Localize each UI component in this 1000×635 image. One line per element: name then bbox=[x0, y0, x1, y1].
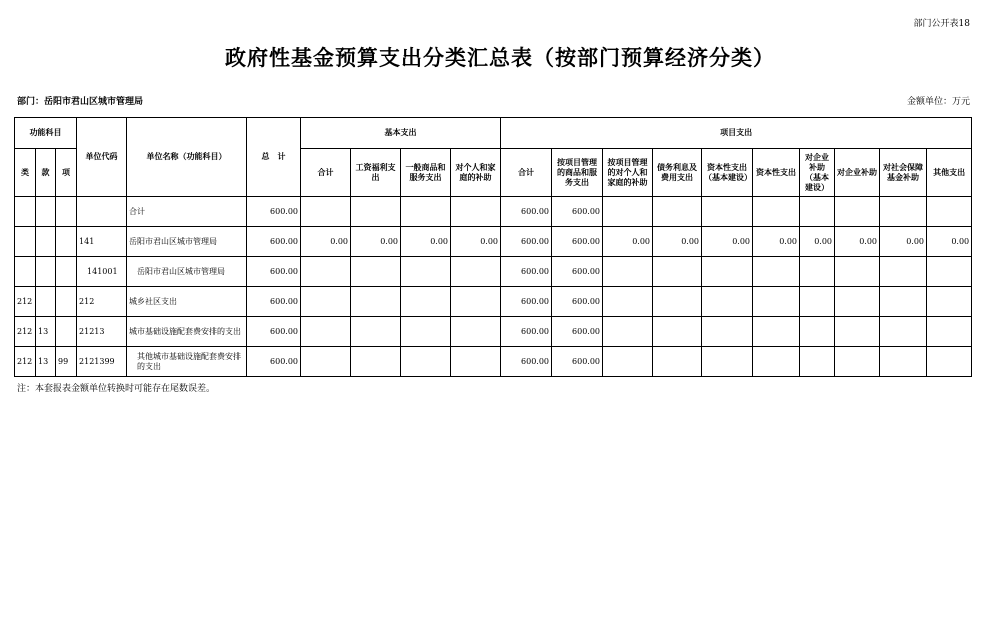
project-amount-cell bbox=[880, 197, 927, 227]
xiang-cell bbox=[56, 227, 77, 257]
basic-amount-cell bbox=[301, 287, 351, 317]
project-col-header: 其他支出 bbox=[927, 149, 972, 197]
basic-amount-cell: 0.00 bbox=[301, 227, 351, 257]
kuan-header: 款 bbox=[36, 149, 56, 197]
budget-table bbox=[14, 117, 972, 377]
unit-code-cell: 21213 bbox=[77, 317, 127, 347]
project-amount-cell bbox=[653, 347, 702, 377]
project-amount-cell bbox=[603, 347, 653, 377]
project-amount-cell bbox=[603, 287, 653, 317]
basic-amount-cell bbox=[401, 257, 451, 287]
total-cell: 600.00 bbox=[247, 227, 301, 257]
project-amount-cell bbox=[702, 257, 753, 287]
basic-amount-cell bbox=[351, 257, 401, 287]
project-col-header: 按项目管理的对个人和家庭的补助 bbox=[603, 149, 653, 197]
project-col-header: 资本性支出（基本建设） bbox=[702, 149, 753, 197]
basic-amount-cell bbox=[451, 287, 501, 317]
project-amount-cell bbox=[653, 257, 702, 287]
lei-cell: 212 bbox=[15, 347, 36, 377]
table-row bbox=[15, 317, 972, 347]
kuan-cell bbox=[36, 287, 56, 317]
xiang-cell bbox=[56, 257, 77, 287]
project-amount-cell bbox=[653, 287, 702, 317]
func-subject-header: 功能科目 bbox=[15, 118, 77, 149]
project-amount-cell bbox=[835, 317, 880, 347]
basic-amount-cell bbox=[351, 287, 401, 317]
project-amount-cell bbox=[927, 197, 972, 227]
unit-code-cell: 141 bbox=[77, 227, 127, 257]
lei-cell bbox=[15, 227, 36, 257]
unit-name-cell: 城市基础设施配套费安排的支出 bbox=[127, 317, 247, 347]
project-amount-cell: 600.00 bbox=[552, 257, 603, 287]
project-amount-cell bbox=[702, 317, 753, 347]
project-expenditure-header: 项目支出 bbox=[501, 118, 972, 149]
form-number: 部门公开表18 bbox=[913, 19, 970, 29]
unit-name-cell: 岳阳市君山区城市管理局 bbox=[127, 227, 247, 257]
table-row bbox=[15, 347, 972, 377]
unit-code-cell: 2121399 bbox=[77, 347, 127, 377]
project-amount-cell bbox=[835, 347, 880, 377]
project-amount-cell: 600.00 bbox=[501, 317, 552, 347]
project-amount-cell: 0.00 bbox=[753, 227, 800, 257]
project-amount-cell bbox=[753, 347, 800, 377]
total-cell: 600.00 bbox=[247, 197, 301, 227]
kuan-cell bbox=[36, 257, 56, 287]
basic-amount-cell bbox=[351, 197, 401, 227]
basic-amount-cell: 0.00 bbox=[451, 227, 501, 257]
total-cell: 600.00 bbox=[247, 257, 301, 287]
unit-name-cell: 其他城市基础设施配套费安排的支出 bbox=[127, 347, 247, 377]
project-amount-cell: 600.00 bbox=[501, 257, 552, 287]
project-amount-cell bbox=[753, 257, 800, 287]
total-cell: 600.00 bbox=[247, 347, 301, 377]
project-amount-cell bbox=[880, 317, 927, 347]
project-col-header: 债务利息及费用支出 bbox=[653, 149, 702, 197]
project-amount-cell bbox=[800, 317, 835, 347]
project-amount-cell bbox=[927, 317, 972, 347]
basic-amount-cell bbox=[301, 317, 351, 347]
project-amount-cell: 0.00 bbox=[880, 227, 927, 257]
lei-cell: 212 bbox=[15, 317, 36, 347]
table-row bbox=[15, 197, 972, 227]
xiang-cell bbox=[56, 287, 77, 317]
project-amount-cell bbox=[835, 197, 880, 227]
project-amount-cell: 600.00 bbox=[552, 227, 603, 257]
lei-cell bbox=[15, 257, 36, 287]
project-col-header: 对社会保障基金补助 bbox=[880, 149, 927, 197]
kuan-cell bbox=[36, 197, 56, 227]
basic-amount-cell bbox=[401, 317, 451, 347]
page-title: 政府性基金预算支出分类汇总表（按部门预算经济分类） bbox=[225, 46, 775, 70]
project-col-header: 资本性支出 bbox=[753, 149, 800, 197]
project-amount-cell bbox=[800, 257, 835, 287]
xiang-header: 项 bbox=[56, 149, 77, 197]
basic-col-header: 合计 bbox=[301, 149, 351, 197]
project-col-header: 按项目管理的商品和服务支出 bbox=[552, 149, 603, 197]
project-amount-cell: 600.00 bbox=[552, 197, 603, 227]
basic-amount-cell bbox=[301, 257, 351, 287]
project-amount-cell: 600.00 bbox=[501, 347, 552, 377]
basic-amount-cell: 0.00 bbox=[351, 227, 401, 257]
project-amount-cell bbox=[753, 317, 800, 347]
unit-code-cell: 141001 bbox=[77, 257, 127, 287]
unit-code-header: 单位代码 bbox=[77, 118, 127, 197]
basic-amount-cell bbox=[351, 317, 401, 347]
basic-col-header: 对个人和家庭的补助 bbox=[451, 149, 501, 197]
department-label: 部门：岳阳市君山区城市管理局 bbox=[17, 97, 144, 107]
kuan-cell bbox=[36, 227, 56, 257]
project-amount-cell bbox=[880, 347, 927, 377]
project-amount-cell: 600.00 bbox=[501, 197, 552, 227]
lei-header: 类 bbox=[15, 149, 36, 197]
table-body bbox=[15, 197, 972, 377]
project-amount-cell: 0.00 bbox=[835, 227, 880, 257]
basic-expenditure-header: 基本支出 bbox=[301, 118, 501, 149]
project-amount-cell bbox=[702, 287, 753, 317]
project-amount-cell bbox=[880, 257, 927, 287]
kuan-cell: 13 bbox=[36, 347, 56, 377]
basic-amount-cell bbox=[451, 257, 501, 287]
xiang-cell bbox=[56, 317, 77, 347]
project-amount-cell: 600.00 bbox=[501, 287, 552, 317]
lei-cell bbox=[15, 197, 36, 227]
project-amount-cell bbox=[927, 347, 972, 377]
project-amount-cell: 600.00 bbox=[552, 317, 603, 347]
total-cell: 600.00 bbox=[247, 287, 301, 317]
lei-cell: 212 bbox=[15, 287, 36, 317]
xiang-cell bbox=[56, 197, 77, 227]
amount-unit-label: 金额单位：万元 bbox=[906, 97, 970, 107]
project-amount-cell: 0.00 bbox=[927, 227, 972, 257]
basic-amount-cell bbox=[401, 197, 451, 227]
total-header: 总 计 bbox=[247, 118, 301, 197]
basic-amount-cell bbox=[401, 287, 451, 317]
basic-amount-cell bbox=[401, 347, 451, 377]
project-amount-cell: 0.00 bbox=[603, 227, 653, 257]
project-amount-cell: 600.00 bbox=[552, 287, 603, 317]
unit-name-cell: 城乡社区支出 bbox=[127, 287, 247, 317]
basic-amount-cell: 0.00 bbox=[401, 227, 451, 257]
unit-code-cell bbox=[77, 197, 127, 227]
project-amount-cell bbox=[800, 197, 835, 227]
project-amount-cell bbox=[702, 197, 753, 227]
project-amount-cell: 600.00 bbox=[501, 227, 552, 257]
unit-name-cell: 岳阳市君山区城市管理局 bbox=[127, 257, 247, 287]
project-amount-cell bbox=[800, 287, 835, 317]
project-amount-cell bbox=[927, 287, 972, 317]
project-amount-cell: 0.00 bbox=[653, 227, 702, 257]
basic-amount-cell bbox=[451, 347, 501, 377]
kuan-cell: 13 bbox=[36, 317, 56, 347]
basic-col-header: 工资福利支出 bbox=[351, 149, 401, 197]
project-amount-cell: 600.00 bbox=[552, 347, 603, 377]
table-row bbox=[15, 257, 972, 287]
basic-amount-cell bbox=[451, 317, 501, 347]
project-amount-cell bbox=[603, 197, 653, 227]
total-cell: 600.00 bbox=[247, 317, 301, 347]
project-amount-cell bbox=[753, 287, 800, 317]
unit-code-cell: 212 bbox=[77, 287, 127, 317]
project-amount-cell bbox=[835, 257, 880, 287]
table-row bbox=[15, 287, 972, 317]
footnote: 注：本套报表金额单位转换时可能存在尾数误差。 bbox=[17, 384, 216, 394]
project-amount-cell: 0.00 bbox=[800, 227, 835, 257]
project-amount-cell bbox=[927, 257, 972, 287]
unit-name-header: 单位名称（功能科目） bbox=[127, 118, 247, 197]
project-col-header: 对企业补助 bbox=[835, 149, 880, 197]
table-row bbox=[15, 227, 972, 257]
project-col-header: 合计 bbox=[501, 149, 552, 197]
project-amount-cell bbox=[653, 317, 702, 347]
project-amount-cell bbox=[753, 197, 800, 227]
xiang-cell: 99 bbox=[56, 347, 77, 377]
basic-amount-cell bbox=[301, 347, 351, 377]
project-amount-cell bbox=[835, 287, 880, 317]
project-amount-cell bbox=[880, 287, 927, 317]
basic-amount-cell bbox=[301, 197, 351, 227]
basic-col-header: 一般商品和服务支出 bbox=[401, 149, 451, 197]
project-amount-cell: 0.00 bbox=[702, 227, 753, 257]
project-amount-cell bbox=[800, 347, 835, 377]
basic-amount-cell bbox=[451, 197, 501, 227]
project-amount-cell bbox=[653, 197, 702, 227]
unit-name-cell: 合计 bbox=[127, 197, 247, 227]
basic-amount-cell bbox=[351, 347, 401, 377]
project-amount-cell bbox=[702, 347, 753, 377]
project-amount-cell bbox=[603, 317, 653, 347]
project-amount-cell bbox=[603, 257, 653, 287]
project-col-header: 对企业补助（基本建设） bbox=[800, 149, 835, 197]
